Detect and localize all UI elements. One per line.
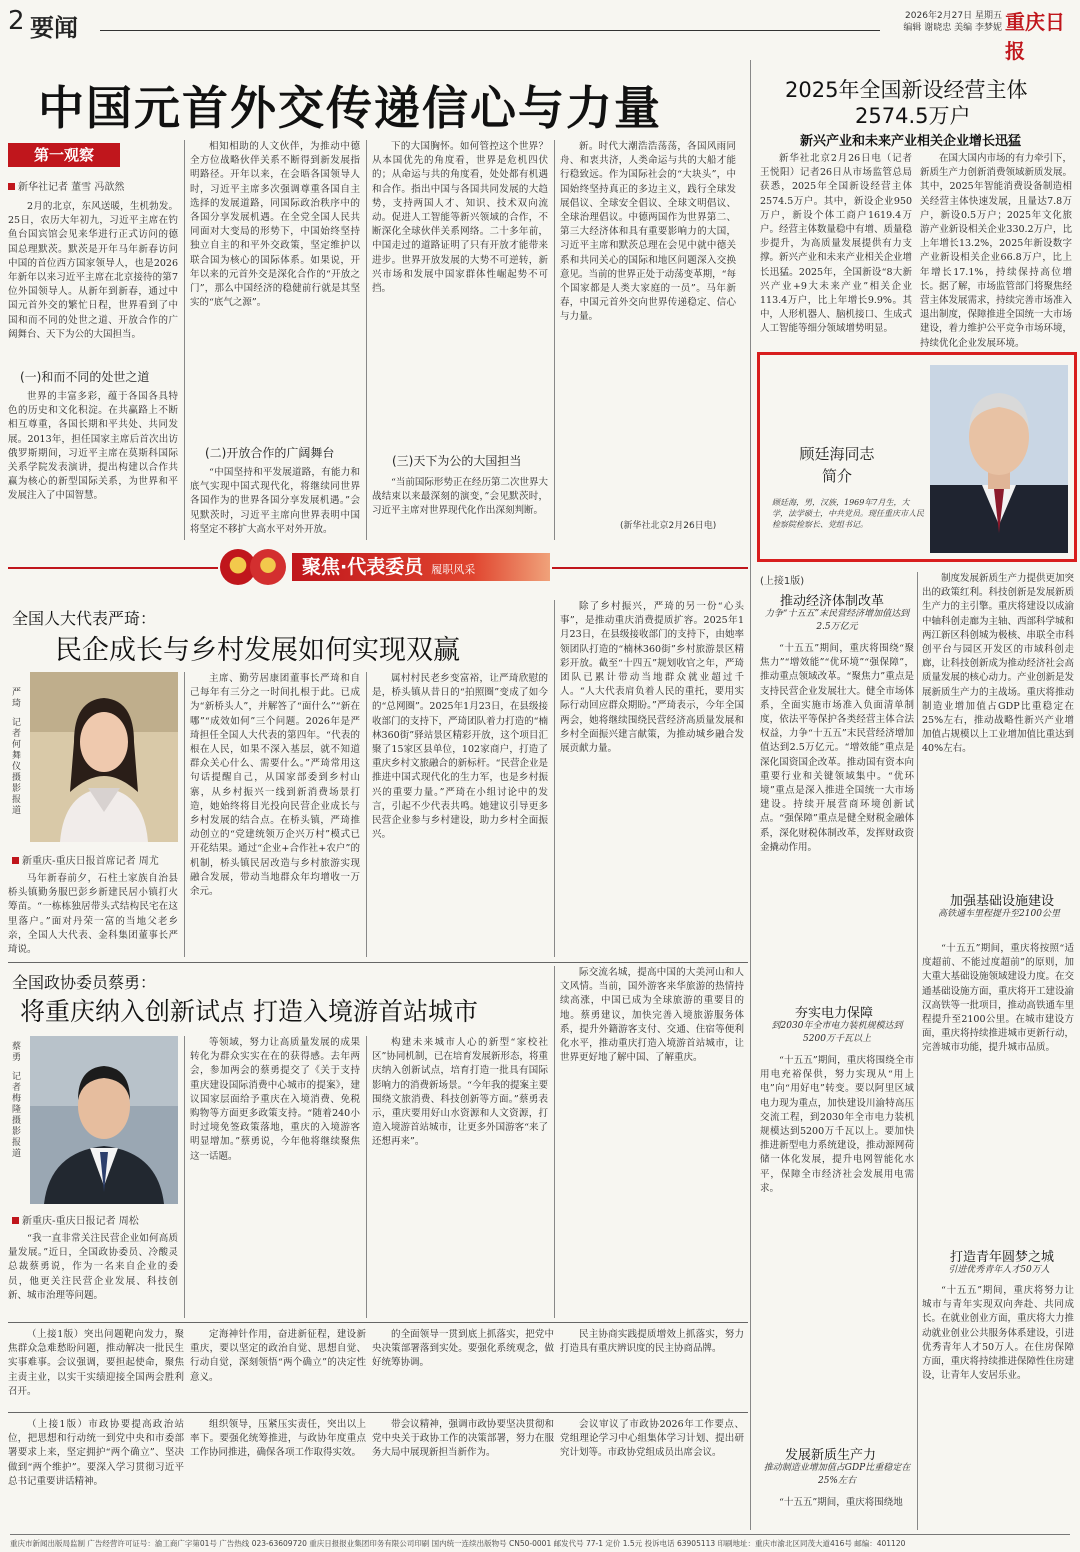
lead-headline: 中国元首外交传递信心与力量	[38, 81, 662, 135]
story3-col2: 等领域，努力让高质量发展的成果转化为群众实实在在的获得感。去年两会，参加两会的蔡勇提交了《关于支持重庆建设国际消费中心城市的提案》，建议国家层面给予重庆在入境消费、免税购物等方面更多政策支持。“随着240小时过境免签政策落地，重庆的入境游客明显增加。”蔡勇说，今年他将继续聚焦这一话题。	[190, 1037, 360, 1162]
col-divider	[917, 572, 918, 1530]
right-continued-note: (上接1版)	[760, 576, 805, 587]
story3-col3: 构建未来城市人心的新型“家校社区”协同机制，已在培育发展新形态，将重庆纳入创新试点，培育打造一批具有国际影响力的消费新场景。“今年我的提案主要围绕文旅消费、科技创新等方面。”蔡勇表示，重庆要用好山水资源和人文资源，打造入境游首站城市，让更多外国游客“来了还想再来”。	[372, 1037, 548, 1148]
story3-col4: 际交流名城，提高中国的大美河山和人文风情。当前，国外游客来华旅游的热情持续高涨，中国已成为全球旅游的重要目的地。蔡勇建议，加快完善入境旅游服务体系，提升外籍游客支付、交通、住宿等便利化水平，推动重庆打造入境游首站城市，让世界更好地了解中国、了解重庆。	[560, 967, 744, 1064]
masthead-meta	[882, 10, 1002, 34]
portrait-woman-icon	[30, 672, 178, 842]
bottom-block-8: 会议审议了市政协2026年工作要点、党组理论学习中心组集体学习计划、提出研究计划等。市政协党组成员出席会议。	[560, 1419, 744, 1459]
caption-marker-icon	[12, 1217, 19, 1224]
right-sub2-title: 夯实电力保障	[795, 1006, 874, 1021]
caption-marker-icon	[12, 857, 19, 864]
portrait-man-icon	[30, 1036, 178, 1204]
col-divider	[554, 140, 555, 540]
story3-vertical-label: 蔡勇	[12, 1042, 22, 1063]
story-separator	[8, 962, 748, 963]
col-divider	[366, 140, 367, 540]
column-tag: 第一观察	[8, 143, 120, 167]
lead-col4: 新。时代大潮浩浩荡荡，各国风雨同舟、和衷共济，人类命运与共的大船才能行稳致远。作为国际社会的“大块头”，中国始终坚持真正的多边主义，践行全球发展倡议、全球安全倡议、全球文明倡议、全球治理倡议。中德两国作为世界第二、第三大经济体和具有重要影响力的大国，习近平主席和默茨总理在会见中就中德关系和共同关心的国际和地区问题深入交换意见。当前的世界正处于动荡变革期，“每个国家都是人类大家庭的一员”。马年新春，中国元首外交向世界传递稳定、信心与力量。	[560, 141, 736, 323]
story-separator	[8, 1322, 748, 1323]
story2-headline: 民企成长与乡村发展如何实现双赢	[55, 635, 460, 666]
story2-caption-text: 新重庆-重庆日报首席记者 周尤	[22, 856, 159, 867]
right-sub3-title: 发展新质生产力	[785, 1448, 877, 1463]
banner-title	[292, 553, 550, 581]
story2-photo	[30, 672, 178, 842]
profile-portrait	[930, 365, 1068, 553]
bottom-block-3: 的全面领导一贯到底上抓落实，把党中央决策部署落到实处。要强化系统观念，做好统筹协调。	[372, 1329, 554, 1369]
story2-col4: 除了乡村振兴，严琦的另一份“心头事”，是推动重庆消费提质扩容。2025年1月23日，在县级接收部门的支持下，由她率领团队打造的“楠林360街”乡村旅游景区精彩开放。截至“十四五”规划收官之年，严琦团队已累计带动当地群众就业超过千人。“人大代表肩负着人民的重托，要用实际行动回应群众期盼。”严琦表示，今年全国两会，她将继续围绕民营经济高质量发展和乡村全面振兴建言献策，为推动城乡融合发展贡献力量。	[560, 601, 744, 755]
col-divider	[184, 672, 185, 957]
story-separator	[8, 1412, 748, 1413]
profile-label: 简介	[821, 467, 852, 485]
paper-logo: 重庆日报	[1005, 10, 1065, 63]
right-sub3-text: “十五五”期间，重庆将围绕地	[779, 1497, 903, 1508]
col-divider	[184, 140, 185, 540]
lead-subsection-2: (二)开放合作的广阔舞台	[205, 446, 335, 460]
right-sub5-title: 打造青年圆梦之城	[950, 1250, 1055, 1265]
right-column-divider	[750, 60, 751, 1530]
lead-byline-text: 新华社记者 董雪 冯歆然	[18, 182, 125, 193]
story3-col1: “我一直非常关注民营企业如何高质量发展。”近日，全国政协委员、冷酸灵总裁蔡勇说，作为一名来自企业的委员，他更关注民营企业发展、科技创新、城市治理等问题。	[8, 1233, 178, 1301]
byline-marker-icon	[8, 183, 15, 190]
lead-col3: 下的大国胸怀。如何管控这个世界？从本国优先的角度看，世界是危机四伏的；从命运与共的角度看，处处都有机遇和合作。指出中国与各国共同发展的大趋势，支持两国人才、知识、技术双向流动。促进人工智能等新兴领域的合作，不断深化全球伙伴关系网络。二十多年前，中国走过的道路证明了只有开放才能带来进步。世界开放发展的大势不可逆转，新兴市场和发展中国家群体性崛起势不可挡。	[372, 141, 548, 295]
profile-box	[757, 352, 1077, 562]
right-sub2-text: “十五五”期间，重庆将围绕全市用电充裕保供，努力实现从“用上电”向“用好电”转变。要以阿里区域电力现为重点，加快建设川渝特高压交流工程，到2030年全市电力装机规模达到5200万千瓦以上。要加快推进新型电力系统建设，推动源网荷储一体化发展，提升电网智能化水平，保障全市经济社会发展用电需求。	[760, 1055, 914, 1194]
right-top-col1: 新华社北京2月26日电（记者 王悦阳）记者26日从市场监管总局获悉，2025年全国新设经营主体2574.5万户。其中，新设企业950万户，新设个体工商户1619.4万户。经营主体数量稳中有增、质量稳步提升，为高质量发展提供有力支撑。新兴产业和未来产业相关企业增长迅猛。2025年，全国新设“8大新兴产业+9大未来产业”相关企业113.4万户，比上年增长9.9%。其中，人形机器人、脑机接口、生成式人工智能等细分领域增势明显。	[760, 153, 913, 335]
portrait-man-icon	[930, 365, 1068, 553]
lead-dateline: (新华社北京2月26日电)	[620, 521, 717, 531]
bottom-block-6: 组织领导，压紧压实责任，突出以上率下。要强化统筹推进，与政协年度重点工作协同推进，确保各项工作取得实效。	[190, 1419, 366, 1459]
right-sub1-text: “十五五”期间，重庆将围绕“聚焦力”“增效能”“优环境”“强保障”，推动重点领域改革。“聚焦力”重点是支持民营企业发展壮大。健全市场体系，全面实施市场准入负面清单制度，依法平等保护各类经营主体合法权益，力争“十五五”末民营经济增加值达到2.5万亿元。“增效能”重点是深化国资国企改革。推动国有资本向重要行业和关键领域集中。“优环境”重点是深入推进全国统一大市场建设。持续开展营商环境创新试点。“强保障”重点是健全财税金融体系，深化财税体制改革，发挥财政资金撬动作用。	[760, 643, 914, 853]
masthead-rule	[100, 30, 880, 31]
story2-col1: 马年新春前夕，石柱土家族自治县桥头镇勤务服巴彭乡新建民居小镇打火筹苗。“一栋栋独居带头式结构民宅在这里落户。”面对丹荣一富的当地父老乡亲，全国人大代表、金科集团董事长严琦说。	[8, 873, 178, 956]
story2-col2: 主席、勤劳居康团董事长严琦和自己每年有三分之一时间扎根于此。已成为“新桥头人”，并解答了“面什么”“新在哪”“成效如何”三个问题。2026年是严琦担任全国人大代表的第四年。“代表的根在人民，如果不深入基层，就不知道群众关心什么、需要什么。”严琦常用这句话提醒自己，从国家部委到乡村山寨，从乡村振兴一线到新消费场景打造，她始终将目光投向民营企业成长与乡村发展的结合点。在桥头镇，严琦推动创立的“党建统领万企兴万村”模式已开花结果。通过“企业+合作社+农户”的机制，桥头镇民居改造与乡村旅游实现融合发展，带动当地群众年均增收一万余元。	[190, 673, 360, 898]
bottom-block-7: 带会议精神，强调市政协要坚决贯彻和党中央关于政协工作的决策部署，努力在服务大局中展现新担当新作为。	[372, 1419, 554, 1459]
banner-subtitle: 履职风采	[431, 563, 476, 576]
col-divider	[366, 1036, 367, 1318]
right-sub4-detail: 高铁通车里程提升至2100公里	[938, 909, 1060, 919]
bottom-block-2: 定海神针作用，奋进新征程，建设新重庆，要以坚定的政治自觉、思想自觉、行动自觉，深刻领悟“两个确立”的决定性意义。	[190, 1329, 366, 1383]
story2-col3: 属村村民老乡变富裕，让严琦欣慰的是，桥头镇从昔日的“拍照圈”变成了如今的“总网圈”。2025年1月23日，在县级接收部门的支持下，严琦团队着力打造的“楠林360街”驿站景区精彩开放，这个项目汇聚了15家区县单位，102家商户，打造了重庆乡村文旅融合的新标杆。“民营企业是推进中国式现代化的生力军，也是乡村振兴的重要力量。”严琦在小组讨论中的发言，引起不少代表共鸣。她建议引导更多民营企业参与乡村建设，助力乡村全面振兴。	[372, 673, 548, 841]
right-sub2-detail: 到2030年全市电力装机规模达到5200万千瓦以上	[771, 1021, 903, 1044]
lead-subsection-3: (三)天下为公的大国担当	[392, 454, 522, 468]
profile-name: 顾廷海同志	[799, 445, 875, 463]
page-footer: 重庆市新闻出版局监制 广告经营许可证号：渝工商广字第01号 广告热线 023-63609720 重庆日报报业集团印务有限公司印刷 国内统一连续出版物号 CN50-0001 邮发代号 77-1 定价 1.5元 投诉电话 63905113 印刷地址：重庆市渝北区同茂大道416号 邮编：401120	[10, 1534, 1070, 1549]
bottom-block-1: （上接1版）突出问题靶向发力，聚焦群众急难愁盼问题，推动解决一批民生实事难事。会议强调，要担起使命，聚焦主责主业，以实干实绩迎接全国两会胜利召开。	[8, 1329, 184, 1397]
story3-photo	[30, 1036, 178, 1204]
right-top-headline-1: 2025年全国新设经营主体	[785, 78, 1028, 102]
right-sub1-detail: 力争“十五五”末民营经济增加值达到2.5万亿元	[764, 609, 910, 632]
banner-title-text: 聚焦·代表委员	[302, 556, 424, 578]
banner-rule-left	[8, 567, 218, 569]
lead-col1b: 世界的丰富多彩，蕴于各国各具特色的历史和文化积淀。在共赢路上不断相互尊重，各国长期和平共处、共同发展。2013年，担任国家主席后首次出访俄罗斯期间，习近平主席在莫斯科国际关系学院发表演讲，提出构建以合作共赢为核心的新型国际关系，为世界和平发展注入了中国智慧。	[8, 391, 178, 502]
story2-caption	[12, 852, 159, 867]
date-line: 2026年2月27日 星期五	[905, 11, 1002, 21]
focus-banner	[220, 549, 550, 585]
right-sub3-detail: 推动制造业增加值占GDP比重稳定在25%左右	[763, 1463, 911, 1486]
story3-caption-text: 新重庆-重庆日报记者 周松	[22, 1216, 139, 1227]
lead-col2: 相知相助的人文伙伴，为推动中德全方位战略伙伴关系不断得到新发展指明路径。开年以来，在会晤各国领导人时，习近平主席多次强调尊重各国自主选择的发展道路，同国际政治秩序中的各国分享发展机遇。在全党全国人民共同面对大变局的形势下，中国始终坚持独立自主的和平外交政策，坚定维护以联合国为核心的国际体系。如果说，开年以来的元首外交是深化合作的“开放之门”，那么中国经济的稳健前行就是其坚实的“底气之源”。	[190, 141, 360, 309]
col-divider	[554, 966, 555, 1318]
profile-title	[782, 443, 892, 487]
right-sub4-title: 加强基础设施建设	[950, 894, 1055, 909]
right-sub5-text: “十五五”期间，重庆将努力让城市与青年实现双向奔赴、共同成长。在就业创业方面，重庆将大力推动就业创业公共服务体系建设，引进优秀青年人才50万人。在住房保障方面，重庆将持续推进保障性住房建设，让青年人安居乐业。	[922, 1285, 1075, 1382]
banner-rule-right	[552, 567, 748, 569]
story2-vertical-credit: 记者 何舞仪 摄影报道	[12, 718, 22, 816]
lead-col1: 2月的北京，东风送暖，生机勃发。25日，农历大年初九，习近平主席在钓鱼台国宾馆会见来华进行正式访问的德国总理默茨。默茨是开年马年新春访问中国的首位西方国家领导人，也是2026年新年以来习近平主席在北京接待的第7位外国领导人。从新年到新春，通过中国元首外交的繁忙日程，世界看到了中国和而不同的处世之道、开放合作的广阔舞台、天下为公的大国担当。	[8, 201, 178, 340]
right-sub4-text: “十五五”期间，重庆将按照“适度超前、不能过度超前”的原则，加大重大基础设施领域建设力度。在交通基础设施方面，重庆将开工建设渝汉高铁等一批项目，推动高铁通车里程提升至2100公里。在城市建设方面，重庆将持续推进城市更新行动，完善城市功能，提升城市品质。	[922, 943, 1075, 1054]
col-divider	[366, 672, 367, 957]
lead-byline	[8, 178, 124, 193]
col-divider	[184, 1036, 185, 1318]
right-top-subtitle: 新兴产业和未来产业相关企业增长迅猛	[800, 134, 1022, 149]
story3-vertical-credit: 记者 梅隆 摄影报道	[12, 1072, 22, 1159]
section-name: 要闻	[30, 14, 78, 42]
right-col2-text: 制度发展新质生产力提供更加突出的政策红利。科技创新是发展新质生产力的主引擎。重庆将建设以成渝中轴科创走廊为主轴、西部科学城和两江新区科创城为极核、串联全市科创平台与园区开发区的市域科创走廊，让科技创新成为推动经济社会高质量发展的核心动力。产业创新是发展新质生产力的主战场。重庆将推动制造业增加值占GDP比重稳定在25%左右，推动战略性新兴产业增加值占规模以上工业增加值比重达到40%左右。	[922, 573, 1075, 755]
story3-caption	[12, 1212, 139, 1227]
page-number: 2	[8, 6, 25, 36]
story2-kicker: 全国人大代表严琦：	[12, 609, 157, 628]
story2-vertical-label: 严琦	[12, 688, 22, 709]
right-sub1-title: 推动经济体制改革	[780, 594, 885, 609]
lead-col2b: “中国坚持和平发展道路，有能力和底气实现中国式现代化，将继续同世界各国作为的世界各国分享发展机遇。”会见默茨时，习近平主席向世界表明中国将坚定不移扩大高水平对外开放。	[190, 467, 360, 535]
bottom-block-4: 民主协商实践提质增效上抓落实，努力打造具有重庆辨识度的民主协商品牌。	[560, 1329, 744, 1355]
bottom-block-5: （上接1版）市政协要提高政治站位，把思想和行动统一到党中央和市委部署要求上来，坚定拥护“两个确立”、坚决做到“两个维护”。要深入学习贯彻习近平总书记重要讲话精神。	[8, 1419, 184, 1487]
right-top-col2: 在国大国内市场的有力牵引下，新质生产力创新消费领域新质发展。其中，2025年智能消费设备制造相关经营主体快速发展，且量达7.8万户，新设0.5万户；2025年文化旅游产业新设相关企业330.2万户，比上年增长13.2%，2025年新设数字产业新设相关企业66.8万户，比上年增长17.1%，持续保持高位增长。据了解，市场监管部门将聚焦经营主体发展需求，持续完善市场准入退出制度，保障推进全国统一大市场建设，着力维护公平竞争市场环境，持续优化企业发展环境。	[920, 153, 1073, 349]
story3-headline: 将重庆纳入创新试点 打造入境游首站城市	[20, 997, 478, 1026]
profile-description: 顾廷海，男，汉族，1969年7月生，大学，法学硕士，中共党员。现任重庆市人民检察院检察长、党组书记。	[772, 498, 924, 529]
right-sub5-detail: 引进优秀青年人才50万人	[948, 1265, 1050, 1275]
lead-col3b: “当前国际形势正在经历第二次世界大战结束以来最深刻的演变，”会见默茨时，习近平主席对世界现代化作出深刻判断。	[372, 477, 548, 517]
editors-line: 编辑 谢晓忠 美编 李梦妮	[903, 23, 1002, 33]
lead-subsection-1: (一)和而不同的处世之道	[20, 370, 150, 384]
story3-kicker: 全国政协委员蔡勇：	[12, 973, 157, 992]
col-divider	[554, 600, 555, 957]
right-top-headline-2: 2574.5万户	[855, 104, 971, 128]
cppcc-emblem-icon	[250, 549, 286, 585]
